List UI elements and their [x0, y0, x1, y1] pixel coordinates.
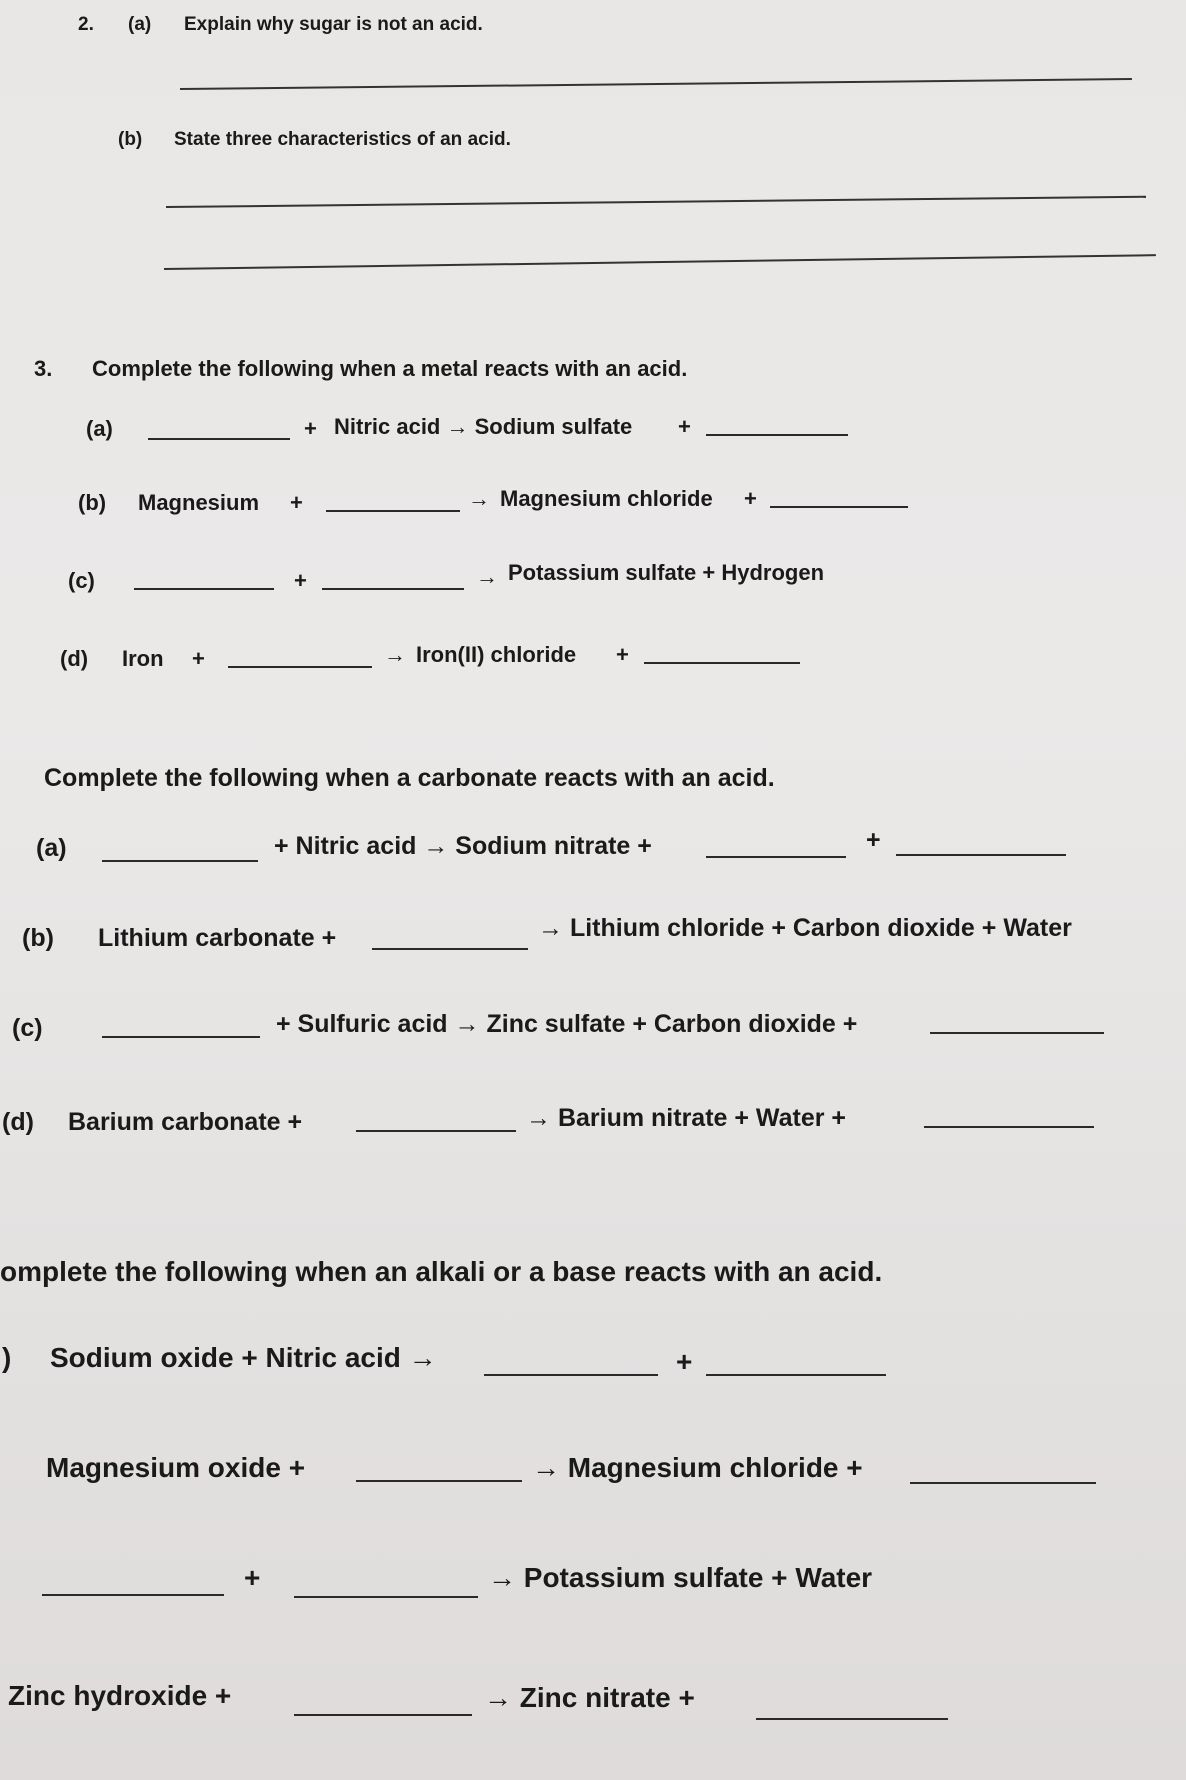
q3d-product: Iron(II) chloride — [416, 642, 577, 667]
q3a-blank-2[interactable] — [706, 434, 848, 436]
q4c-equation-text: + Sulfuric acid → Zinc sulfate + Carbon dioxide + — [276, 1010, 858, 1038]
q4b-blank-1[interactable] — [372, 948, 528, 950]
q3a-blank-1[interactable] — [148, 438, 290, 440]
q5d-reactant: Zinc hydroxide + — [8, 1680, 232, 1711]
q4d-reactant: Barium carbonate + — [68, 1108, 303, 1136]
q5b-reactant: Magnesium oxide + — [46, 1452, 306, 1483]
q3c-blank-1[interactable] — [134, 588, 274, 590]
q4b-products: → Lithium chloride + Carbon dioxide + Water — [538, 914, 1072, 942]
q3a-label: (a) — [86, 416, 113, 441]
q5a-blank-2[interactable] — [706, 1374, 886, 1376]
q3b-product: Magnesium chloride — [500, 486, 713, 511]
q3c-products: Potassium sulfate + Hydrogen — [508, 560, 825, 585]
q3d-label: (d) — [60, 646, 89, 671]
q2b-label: (b) — [118, 129, 143, 150]
q5b-product: → Magnesium chloride + — [532, 1452, 863, 1483]
q4-heading: Complete the following when a carbonate reacts with an acid. — [44, 764, 775, 792]
q4b-label: (b) — [22, 924, 54, 952]
q3c-label: (c) — [68, 568, 95, 593]
q3d-plus: + — [192, 646, 205, 671]
q5b-blank-2[interactable] — [910, 1482, 1096, 1484]
q5d-product: → Zinc nitrate + — [484, 1682, 695, 1713]
q5a-reactants: Sodium oxide + Nitric acid → — [50, 1342, 437, 1373]
q4a-blank-2[interactable] — [706, 856, 846, 858]
q3b-label: (b) — [78, 490, 107, 515]
q3d-blank-1[interactable] — [228, 666, 372, 668]
q4b-reactant: Lithium carbonate + — [98, 924, 337, 952]
q2b-question: State three characteristics of an acid. — [174, 129, 511, 150]
q4a-blank-1[interactable] — [102, 860, 258, 862]
q3d-plus-2: + — [616, 642, 629, 667]
q5a-blank-1[interactable] — [484, 1374, 658, 1376]
q4d-blank-2[interactable] — [924, 1126, 1094, 1128]
q2a-answer-line[interactable] — [180, 78, 1132, 90]
q3d-reactant: Iron — [122, 646, 164, 671]
q5-heading: omplete the following when an alkali or a base reacts with an acid. — [0, 1256, 883, 1287]
q3b-reactant: Magnesium — [138, 490, 260, 515]
q5a-plus: + — [676, 1346, 693, 1377]
q3b-blank-2[interactable] — [770, 506, 908, 508]
q5d-blank-2[interactable] — [756, 1718, 948, 1720]
q3a-plus-2: + — [678, 414, 691, 439]
q3-number: 3. — [34, 356, 53, 381]
q3d-arrow: → — [384, 642, 406, 667]
q3d-blank-2[interactable] — [644, 662, 800, 664]
q5a-label: ) — [2, 1342, 12, 1373]
q5c-products: → Potassium sulfate + Water — [488, 1562, 873, 1593]
q4a-equation-text: + Nitric acid → Sodium nitrate + — [274, 832, 652, 860]
q5c-blank-2[interactable] — [294, 1596, 478, 1598]
q5c-plus: + — [244, 1562, 261, 1593]
q4d-label: (d) — [2, 1108, 34, 1136]
q4c-label: (c) — [12, 1014, 43, 1042]
q4a-plus: + — [866, 826, 881, 854]
q5b-blank-1[interactable] — [356, 1480, 522, 1482]
q2b-answer-line-2[interactable] — [164, 254, 1156, 270]
q2b-answer-line-1[interactable] — [166, 196, 1146, 208]
q4c-blank-2[interactable] — [930, 1032, 1104, 1034]
q3b-plus-2: + — [744, 486, 757, 511]
q3b-arrow: → — [468, 486, 490, 511]
q2a-label: (a) — [128, 14, 152, 35]
q3b-blank-1[interactable] — [326, 510, 460, 512]
q3c-plus: + — [294, 568, 307, 593]
q3a-equation-text: Nitric acid → Sodium sulfate — [334, 414, 633, 439]
q2-number: 2. — [78, 14, 94, 35]
q4a-blank-3[interactable] — [896, 854, 1066, 856]
q3a-plus: + — [304, 416, 317, 441]
q5d-blank-1[interactable] — [294, 1714, 472, 1716]
q3c-arrow: → — [476, 564, 498, 589]
q4d-products: → Barium nitrate + Water + — [526, 1104, 846, 1132]
q4c-blank-1[interactable] — [102, 1036, 260, 1038]
q4a-label: (a) — [36, 834, 67, 862]
q3c-blank-2[interactable] — [322, 588, 464, 590]
q5c-blank-1[interactable] — [42, 1594, 224, 1596]
q3-heading: Complete the following when a metal reacts with an acid. — [92, 356, 688, 381]
q2a-question: Explain why sugar is not an acid. — [184, 14, 483, 35]
q3b-plus: + — [290, 490, 303, 515]
q4d-blank-1[interactable] — [356, 1130, 516, 1132]
